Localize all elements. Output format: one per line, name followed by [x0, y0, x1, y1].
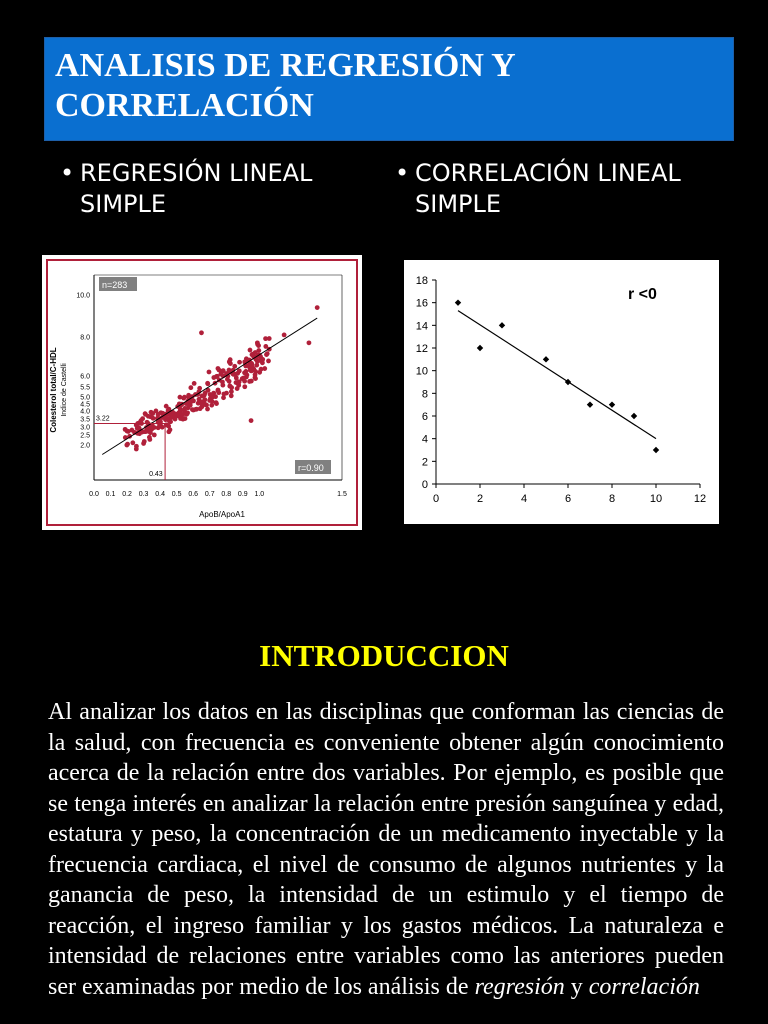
data-point	[227, 379, 232, 384]
y-tick-label: 4	[421, 433, 428, 446]
data-point	[168, 414, 173, 419]
data-point	[172, 416, 177, 421]
data-point	[653, 447, 659, 453]
slide-title	[44, 37, 734, 141]
bullet-line2: SIMPLE	[80, 190, 167, 218]
y-tick-label: 16	[415, 297, 428, 310]
data-point	[130, 440, 135, 445]
data-point	[237, 360, 242, 365]
data-point	[199, 330, 204, 335]
x-tick-label: 0.4	[155, 491, 166, 498]
data-point	[248, 348, 253, 353]
data-point	[242, 384, 247, 389]
data-point	[182, 395, 187, 400]
data-point	[222, 392, 227, 397]
data-point	[149, 410, 154, 415]
data-point	[214, 401, 219, 406]
y-tick-label: 3.5	[80, 416, 90, 424]
data-point	[207, 370, 212, 375]
y-tick-label: 12	[415, 343, 428, 355]
data-point	[192, 381, 197, 386]
bullet-regresion	[60, 158, 380, 220]
data-point	[256, 348, 261, 353]
data-point	[227, 359, 232, 364]
data-point	[205, 381, 210, 386]
y-tick-label: 8	[421, 388, 428, 401]
x-tick-label: 8	[608, 493, 616, 505]
data-point	[168, 419, 173, 424]
y-tick-label: 0	[421, 479, 428, 491]
data-point	[282, 333, 287, 338]
data-point	[191, 398, 196, 403]
regression-chart	[42, 255, 362, 530]
x-tick-label: 0.2	[122, 491, 132, 498]
y-tick-label: 6	[421, 411, 428, 423]
x-tick-label: 2	[476, 493, 484, 505]
data-point	[257, 370, 262, 375]
data-point	[168, 427, 173, 432]
data-point	[125, 442, 130, 447]
data-point	[246, 363, 251, 368]
data-point	[247, 379, 252, 384]
x-tick-label: 6	[564, 493, 572, 505]
correlation-chart	[404, 260, 719, 524]
data-point	[182, 408, 187, 413]
y-tick-label: 14	[415, 320, 428, 333]
data-point	[216, 366, 221, 371]
x-tick-label: 0.5	[171, 491, 182, 498]
bullet-dot-icon: •	[395, 159, 410, 187]
chart-title: r <0	[628, 286, 657, 303]
y-tick-label: 5.5	[80, 384, 90, 392]
intro-heading: INTRODUCCION	[259, 638, 509, 673]
x-tick-label: 0.3	[138, 491, 149, 498]
correlation-chart-panel	[404, 260, 719, 524]
data-point	[197, 386, 202, 391]
data-point	[188, 385, 193, 390]
ref-x-label: 0.43	[149, 471, 163, 478]
data-point	[147, 435, 152, 440]
data-point	[183, 416, 188, 421]
x-tick-label: 0.1	[105, 491, 116, 498]
data-point	[202, 397, 207, 402]
data-point	[220, 383, 225, 388]
data-point	[151, 416, 156, 421]
data-point	[315, 305, 320, 310]
y-tick-label: 5.0	[80, 394, 90, 402]
data-point	[216, 390, 221, 395]
slide-title-line2: CORRELACIÓN	[55, 87, 314, 124]
data-point	[139, 418, 144, 423]
data-point	[152, 425, 157, 430]
intro-term-regresion: regresión	[474, 973, 565, 1000]
x-tick-label: 0.8	[221, 491, 232, 498]
data-point	[254, 363, 259, 368]
data-point	[240, 376, 245, 381]
data-point	[499, 322, 505, 328]
data-point	[229, 393, 234, 398]
intro-term-correlacion: correlación	[588, 973, 700, 1000]
data-point	[194, 407, 199, 412]
data-point	[213, 394, 218, 399]
y-tick-label: 8.0	[80, 334, 90, 342]
x-tick-label: 0.7	[204, 491, 215, 498]
y-axis-label: Colesterol total/C-HDL	[49, 347, 58, 433]
bullet-dot-icon: •	[60, 159, 75, 187]
x-tick-label: 0.6	[188, 491, 199, 498]
x-tick-label: 0.0	[89, 491, 99, 498]
x-tick-label: 12	[693, 493, 707, 505]
data-point	[211, 375, 216, 380]
n-label: n=283	[102, 280, 128, 290]
bullet-line1: CORRELACIÓN LINEAL	[415, 159, 681, 187]
intro-paragraph	[48, 697, 724, 1002]
bullet-line2: SIMPLE	[415, 190, 502, 218]
data-point	[307, 340, 312, 345]
data-point	[263, 336, 268, 341]
data-point	[235, 386, 240, 391]
data-point	[152, 433, 157, 438]
data-point	[141, 441, 146, 446]
y-tick-label: 10	[415, 365, 428, 378]
regression-chart-panel	[42, 255, 362, 530]
data-point	[455, 299, 461, 305]
r-label: r=0.90	[298, 463, 324, 473]
y-tick-label: 4.5	[80, 401, 90, 409]
ref-y-label: 3.22	[96, 415, 110, 423]
data-point	[543, 356, 549, 362]
data-point	[631, 413, 637, 419]
x-tick-label: 1.0	[254, 491, 265, 498]
y-tick-label: 3.0	[80, 424, 90, 432]
data-point	[235, 371, 240, 376]
y-tick-label: 2.5	[80, 432, 90, 440]
bullet-correlacion	[395, 158, 725, 220]
y-axis-label-secondary: Indice de Castelli	[61, 363, 68, 417]
data-point	[266, 359, 271, 364]
data-point	[126, 429, 131, 434]
y-tick-label: 2.0	[80, 442, 90, 450]
data-point	[145, 427, 150, 432]
data-point	[477, 345, 483, 351]
data-point	[209, 403, 214, 408]
data-point	[255, 342, 260, 347]
data-point	[143, 412, 148, 417]
data-point	[229, 389, 234, 394]
y-tick-label: 4.0	[80, 408, 90, 416]
trend-line	[458, 311, 656, 439]
data-point	[253, 376, 258, 381]
data-point	[134, 444, 139, 449]
x-tick-label: 1.5	[337, 491, 347, 498]
x-tick-label: 4	[520, 493, 528, 505]
data-point	[208, 396, 213, 401]
x-tick-label: 10	[649, 493, 663, 505]
x-tick-label: 0.9	[237, 491, 248, 498]
slide-title-line1: ANALISIS DE REGRESIÓN Y	[55, 47, 516, 84]
y-tick-label: 2	[421, 456, 428, 469]
data-point	[609, 401, 615, 407]
data-point	[204, 403, 209, 408]
data-point	[249, 418, 254, 423]
bullet-line1: REGRESIÓN LINEAL	[80, 159, 313, 187]
data-point	[251, 367, 256, 372]
data-point	[205, 407, 210, 412]
y-tick-label: 6.0	[80, 373, 90, 381]
data-point	[227, 384, 232, 389]
data-point	[264, 352, 269, 357]
x-tick-label: 0	[432, 493, 440, 505]
trend-line	[102, 318, 317, 454]
y-tick-label: 18	[415, 275, 428, 287]
data-point	[587, 401, 593, 407]
data-point	[242, 370, 247, 375]
x-axis-label: ApoB/ApoA1	[199, 510, 245, 519]
intro-text-main: Al analizar los datos en las disciplinas que conforman las ciencias de la salud, con frecuencia es conveniente obtener algún conocimiento acerca de la relación entre dos variables. Por ejemplo, es posible que se tenga interés en analizar la relación entre presión sanguínea y edad, estatura y peso, la concentración de un medicamento inyectable y la frecuencia cardiaca, el nivel de consumo de algunos nutrientes y la ganancia de peso, la intensidad de un estimulo y el tiempo de reacción, el ingreso familiar y los gastos médicos. La naturaleza e intensidad de relaciones entre variables como las anteriores pueden ser examinadas por medio de los análisis de	[48, 699, 724, 1000]
intro-text-and: y	[570, 973, 583, 1000]
y-tick-label: 10.0	[76, 292, 90, 300]
